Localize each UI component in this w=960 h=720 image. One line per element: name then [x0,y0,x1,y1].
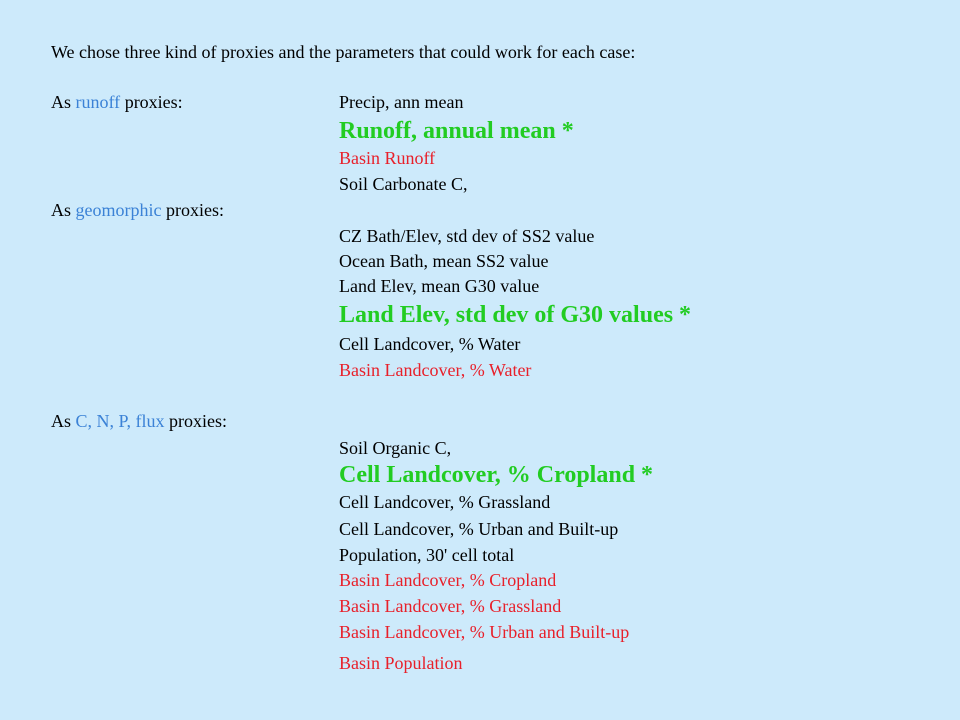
geomorphic-keyword: geomorphic [75,200,162,220]
label-prefix: As [51,92,76,112]
cnp-item: Population, 30' cell total [339,545,515,565]
cnp-item: Soil Organic C, [339,438,452,458]
cnp-item-basin: Basin Landcover, % Cropland [339,570,557,590]
runoff-item-basin: Basin Runoff [339,148,436,168]
geomorphic-item: Cell Landcover, % Water [339,334,521,354]
runoff-section-label [51,92,183,112]
geomorphic-item: Land Elev, mean G30 value [339,276,540,296]
cnp-section-label [51,411,227,431]
intro-text: We chose three kind of proxies and the parameters that could work for each case: [51,42,636,62]
cnp-item-basin: Basin Landcover, % Urban and Built-up [339,622,630,642]
label-suffix: proxies: [161,200,224,220]
runoff-item-highlight: Runoff, annual mean * [339,118,574,144]
cnp-item-highlight: Cell Landcover, % Cropland * [339,462,654,488]
runoff-item: Soil Carbonate C, [339,174,468,194]
label-suffix: proxies: [164,411,228,431]
runoff-item: Precip, ann mean [339,92,464,112]
geomorphic-section-label [51,200,224,220]
geomorphic-item-basin: Basin Landcover, % Water [339,360,532,380]
cnp-item: Cell Landcover, % Grassland [339,492,551,512]
cnp-item: Cell Landcover, % Urban and Built-up [339,519,619,539]
cnp-item-basin: Basin Population [339,653,463,673]
geomorphic-item: Ocean Bath, mean SS2 value [339,251,549,271]
cnp-item-basin: Basin Landcover, % Grassland [339,596,562,616]
runoff-keyword: runoff [75,92,121,112]
label-prefix: As [51,200,76,220]
geomorphic-item: CZ Bath/Elev, std dev of SS2 value [339,226,595,246]
label-prefix: As [51,411,76,431]
label-suffix: proxies: [120,92,183,112]
geomorphic-item-highlight: Land Elev, std dev of G30 values * [339,302,692,328]
cnp-keyword: C, N, P, flux [75,411,165,431]
